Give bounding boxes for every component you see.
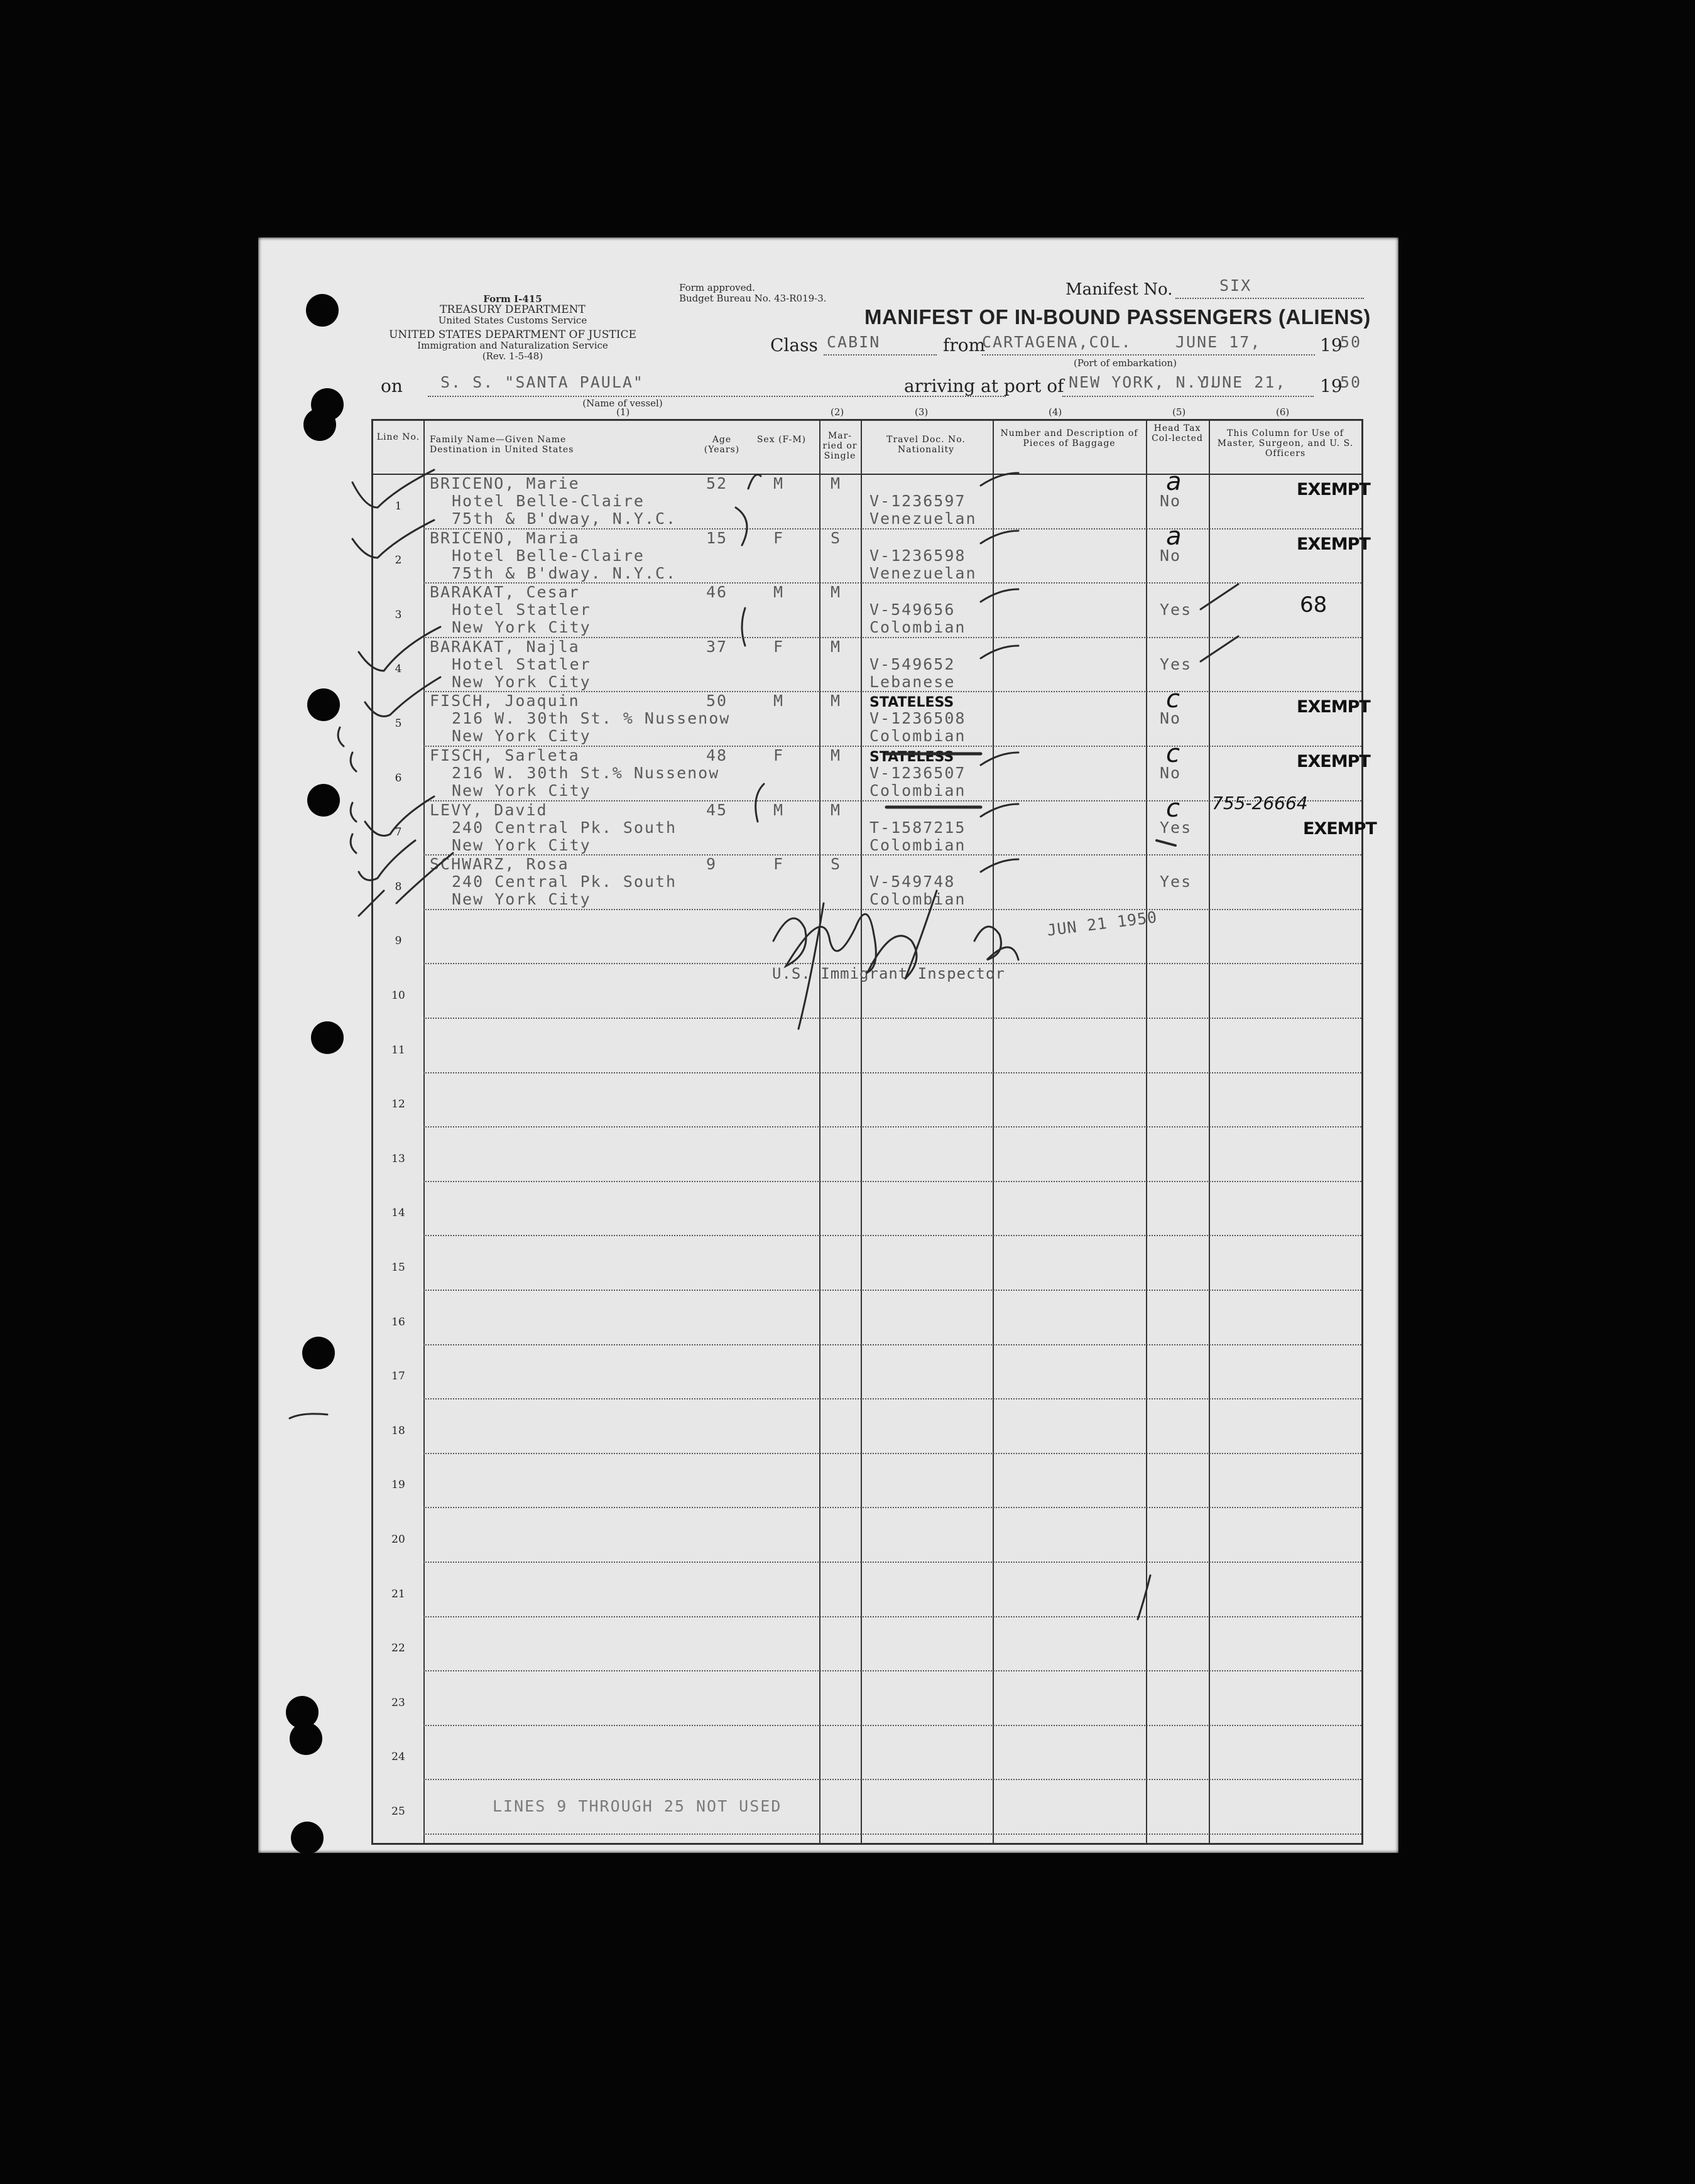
travel-doc-number: T-1587215 [869,818,966,837]
passenger-name: BRICENO, Marie [430,474,580,492]
head-tax: Yes [1160,872,1192,891]
travel-doc-number: V-549656 [869,600,956,619]
officer-note: 755-26664 [1212,792,1308,813]
head-tax: No [1160,764,1182,782]
line-number: 6 [395,771,402,785]
passenger-sex: M [773,583,785,602]
col-num: (5) [1172,406,1186,418]
hdr-age: Age (Years) [704,435,740,455]
hdr-sex: Sex (F-M) [756,435,807,445]
nationality: Colombian [869,890,966,909]
line-number: 22 [391,1642,405,1655]
head-tax: Yes [1160,655,1192,673]
destination-line: 216 W. 30th St.% Nussenow [452,764,720,782]
passenger-name: BRICENO, Maria [430,528,580,547]
nationality: Colombian [869,835,966,854]
marital-status: M [831,583,842,602]
officer-note: EXEMPT [1303,818,1376,839]
line-number: 11 [391,1043,405,1057]
passenger-name: BARAKAT, Cesar [430,583,580,602]
destination-line: Hotel Belle-Claire [452,492,645,510]
nationality: Colombian [869,727,966,746]
destination-line: Hotel Statler [452,600,591,619]
line-number: 25 [391,1805,405,1818]
line-number: 5 [395,717,402,730]
line-number: 12 [391,1098,405,1111]
line-number: 2 [395,554,402,567]
head-tax-mark: c [1166,685,1180,714]
line-number: 10 [391,989,405,1002]
passenger-sex: M [773,692,785,710]
passenger-age: 52 [706,474,728,492]
hdr-head-tax: Head Tax Col-lected [1152,423,1203,443]
passenger-name: FISCH, Sarleta [430,746,580,764]
head-tax: No [1160,546,1182,565]
line-number: 18 [391,1424,405,1437]
passenger-age: 50 [706,692,728,710]
line-number: 13 [391,1152,405,1165]
hdr-officers: This Column for Use of Master, Surgeon, and U. S. Officers [1217,428,1354,459]
manifest-page [258,237,1398,1853]
passenger-sex: F [773,528,785,547]
passenger-sex: M [773,800,785,819]
officer-note: EXEMPT [1297,534,1370,554]
line-number: 14 [391,1207,405,1220]
nationality: Venezuelan [869,509,977,528]
port-embark-caption: (Port of embarkation) [1074,357,1177,369]
passenger-sex: F [773,855,785,874]
passenger-sex: F [773,746,785,764]
class-label: Class [770,335,818,356]
head-tax: No [1160,709,1182,728]
marital-status: M [831,692,842,710]
destination-line: 216 W. 30th St. % Nussenow [452,709,731,728]
nationality: Colombian [869,618,966,637]
marital-status: S [831,528,842,547]
destination-line: New York City [452,727,591,746]
hdr-married: Mar-ried or Single [822,431,858,461]
destination-line: Hotel Belle-Claire [452,546,645,565]
handwritten-marks [258,237,1398,1853]
passenger-age: 45 [706,800,728,819]
nationality: Venezuelan [869,563,977,582]
footer-note: LINES 9 THROUGH 25 NOT USED [493,1797,782,1815]
year-prefix: 19 [1320,376,1343,396]
passenger-sex: M [773,474,785,492]
destination-line: 240 Central Pk. South [452,818,677,837]
travel-doc-number: V-1236598 [869,546,966,565]
manifest-number: SIX [1219,276,1252,295]
line-number: 9 [395,935,402,948]
passenger-name: LEVY, David [430,800,548,819]
officer-note: EXEMPT [1297,752,1370,771]
budget-bureau: Budget Bureau No. 43-R019-3. [679,293,827,304]
inspection-date-stamp: JUN 21 1950 [1045,908,1158,940]
line-number: 15 [391,1261,405,1274]
head-tax: Yes [1160,600,1192,619]
destination-line: 75th & B'dway. N.Y.C. [452,563,677,582]
arriving-label: arriving at port of [904,376,1064,396]
hdr-name: Family Name—Given Name Destination in United States [430,435,574,455]
marital-status: S [831,855,842,874]
hdr-travel-doc: Travel Doc. No. Nationality [886,435,966,455]
line-number: 21 [391,1587,405,1600]
line-number: 4 [395,663,402,676]
arrival-date: JUNE 21, [1201,373,1287,391]
passenger-age: 15 [706,528,728,547]
marital-status: M [831,800,842,819]
vessel-name: S. S. "SANTA PAULA" [440,373,644,391]
line-number: 20 [391,1533,405,1546]
line-number: 1 [395,499,402,513]
line-number: 8 [395,880,402,893]
form-number: Form I-415 [483,293,542,305]
form-approved: Form approved. [679,282,755,293]
travel-doc-number: V-549652 [869,655,956,673]
destination-line: New York City [452,781,591,800]
class-value: CABIN [827,333,881,351]
passenger-age: 37 [706,637,728,656]
line-number: 19 [391,1479,405,1492]
hdr-baggage: Number and Description of Pieces of Baggage [1000,428,1138,448]
travel-doc-number: V-1236507 [869,764,966,782]
passenger-age: 48 [706,746,728,764]
head-tax: No [1160,492,1182,510]
hdr-line: Line No. [376,432,420,442]
travel-doc-number: V-1236597 [869,492,966,510]
arrival-year: 50 [1340,373,1362,391]
head-tax-mark: a [1166,521,1182,551]
on-label: on [381,376,403,396]
travel-doc-number: V-1236508 [869,709,966,728]
destination-line: New York City [452,618,591,637]
customs-service: United States Customs Service [438,315,587,326]
justice-dept: UNITED STATES DEPARTMENT OF JUSTICE [389,329,636,341]
col-num: (2) [831,406,844,418]
passenger-age: 46 [706,583,728,602]
year-prefix: 19 [1320,335,1343,356]
head-tax-mark: c [1166,739,1180,768]
nationality: Lebanese [869,672,956,691]
embarkation-date: JUNE 17, [1175,333,1262,351]
marital-status: M [831,637,842,656]
col-num: (4) [1049,406,1062,418]
manifest-title: MANIFEST OF IN-BOUND PASSENGERS (ALIENS) [864,305,1371,329]
destination-line: 75th & B'dway, N.Y.C. [452,509,677,528]
embarkation-port: CARTAGENA,COL. [982,333,1132,351]
destination-line: 240 Central Pk. South [452,872,677,891]
passenger-sex: F [773,637,785,656]
officer-note: 68 [1300,592,1327,618]
treasury-dept: TREASURY DEPARTMENT [440,303,586,316]
manifest-label: Manifest No. [1066,280,1173,299]
officer-note: EXEMPT [1297,480,1370,499]
arrival-port: NEW YORK, N.Y. [1069,373,1219,391]
destination-line: New York City [452,672,591,691]
revision: (Rev. 1-5-48) [482,350,543,362]
passenger-age: 9 [706,855,717,874]
ins-service: Immigration and Naturalization Service [417,340,608,351]
col-num: (6) [1276,406,1290,418]
vessel-caption: (Name of vessel) [582,398,663,409]
nationality-correction: STATELESS [869,749,954,765]
nationality: Colombian [869,781,966,800]
line-number: 16 [391,1315,405,1328]
from-label: from [943,335,986,356]
destination-line: New York City [452,890,591,909]
officer-note: EXEMPT [1297,697,1370,717]
head-tax: Yes [1160,818,1192,837]
line-number: 17 [391,1370,405,1383]
line-number: 24 [391,1751,405,1764]
travel-doc-number: V-549748 [869,872,956,891]
line-number: 7 [395,826,402,839]
head-tax-mark: c [1166,793,1180,823]
destination-line: Hotel Statler [452,655,591,673]
marital-status: M [831,746,842,764]
destination-line: New York City [452,835,591,854]
inspector-title: U.S. Immigrant Inspector [772,965,1005,982]
line-number: 23 [391,1696,405,1709]
marital-status: M [831,474,842,492]
head-tax-mark: a [1166,467,1182,496]
passenger-name: SCHWARZ, Rosa [430,855,569,874]
passenger-name: BARAKAT, Najla [430,637,580,656]
col-num: (1) [616,406,630,418]
nationality-correction: STATELESS [869,695,954,711]
passenger-name: FISCH, Joaquin [430,692,580,710]
col-num: (3) [915,406,929,418]
embarkation-year: 50 [1340,333,1362,351]
line-number: 3 [395,608,402,621]
